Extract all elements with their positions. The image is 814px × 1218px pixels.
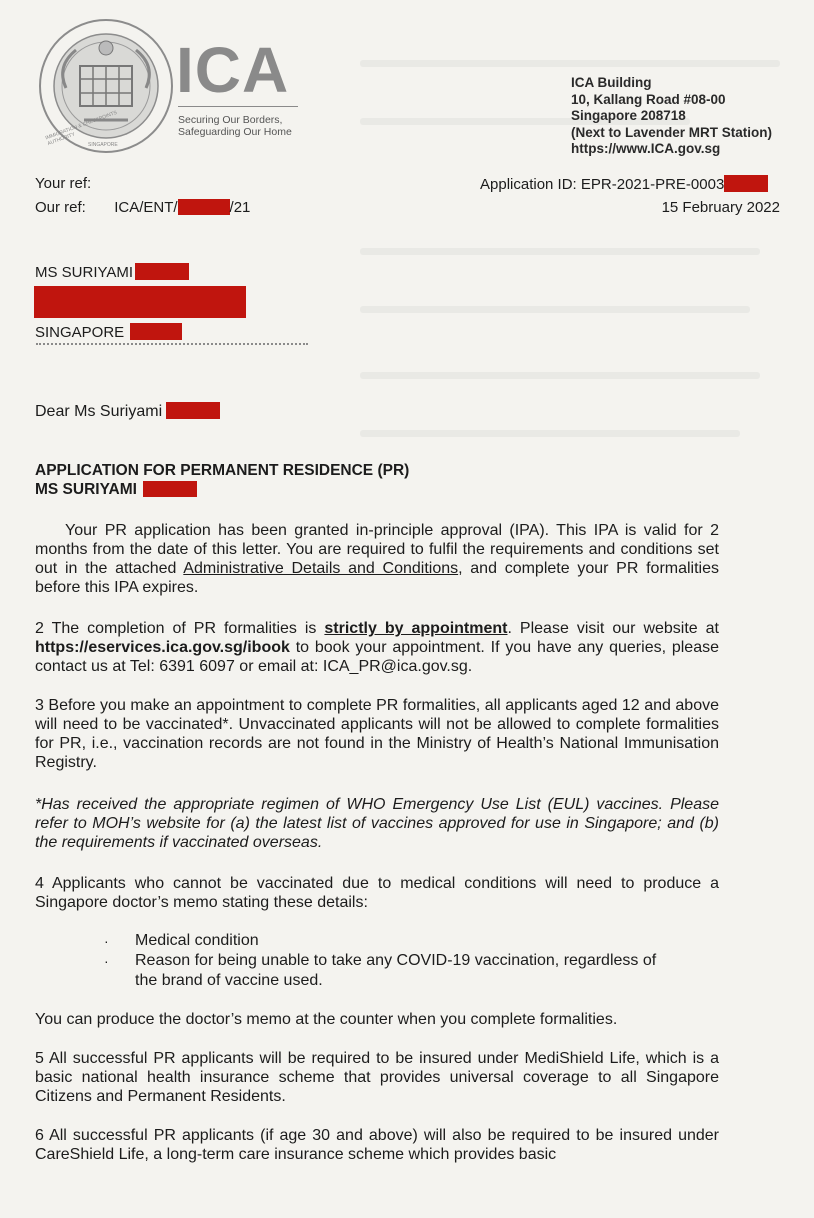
wordmark-rule [178, 106, 298, 107]
seal-country: SINGAPORE [88, 142, 118, 148]
agency-address [571, 75, 772, 158]
paragraph-6: 6 All successful PR applicants (if age 30 and above) will also be required to be insured under CareShield Life, a long-term care insurance scheme which provides basic [35, 1127, 719, 1163]
subject-line-1: APPLICATION FOR PERMANENT RESIDENCE (PR) [35, 462, 410, 479]
address-line: ICA Building [571, 75, 652, 90]
application-id [480, 175, 768, 193]
address-line: https://www.ICA.gov.sg [571, 141, 721, 156]
redaction [143, 481, 197, 497]
bullet-medical-condition: Medical condition [135, 932, 259, 949]
slogan-line-1: Securing Our Borders, [178, 114, 283, 126]
our-ref-prefix: ICA/ENT/ [114, 199, 178, 216]
salutation: Dear Ms Suriyami [35, 402, 220, 421]
address-line: 10, Kallang Road #08-00 [571, 91, 726, 107]
redaction [166, 402, 220, 419]
admin-conditions-link[interactable]: Administrative Details and Conditions [183, 560, 459, 577]
address-line: (Next to Lavender MRT Station) [571, 124, 773, 140]
our-ref [35, 199, 250, 216]
bullet-reason-line-2: the brand of vaccine used. [135, 972, 323, 989]
subject-line-2: MS SURIYAMI [35, 481, 197, 499]
redaction [130, 323, 182, 340]
paragraph-5: 5 All successful PR applicants will be required to be insured under MediShield Life, which is a basic national health insurance scheme that provides universal coverage to all Singapore Citizens and Permanent Residents. [35, 1050, 719, 1105]
your-ref-label: Your ref: [35, 175, 92, 192]
recipient-name: MS SURIYAMI [35, 263, 189, 281]
application-id-text: Application ID: EPR-2021-PRE-0003 [480, 176, 725, 193]
redaction [724, 175, 768, 192]
bullet-marker: · [104, 933, 109, 949]
redaction [135, 263, 189, 280]
paragraph-3: 3 Before you make an appointment to complete PR formalities, all applicants aged 12 and above will need to be vaccinated*. Unvaccinated applicants will not be allowed to complete formalities for PR, i.e., vaccination records are not found in the Ministry of Health’s National Immunisation Registry. [35, 697, 719, 771]
paragraph-4: 4 Applicants who cannot be vaccinated due to medical conditions will need to produce a Singapore doctor’s memo stating these details: [35, 875, 719, 911]
bullet-marker: · [104, 953, 109, 969]
doctor-memo-note: You can produce the doctor’s memo at the counter when you complete formalities. [35, 1011, 618, 1028]
address-line: Singapore 208718 [571, 108, 686, 123]
agency-wordmark: ICA [176, 34, 290, 106]
our-ref-suffix: /21 [229, 199, 251, 216]
appointment-emphasis: strictly by appointment [324, 620, 508, 637]
our-ref-label: Our ref: [35, 199, 86, 216]
paragraph-1: Your PR application has been granted in-principle approval (IPA). This IPA is valid for 2 months from the date of this letter. You are required to fulfil the requirements and conditions set out in the attached Administrative Details and Conditions, and complete your PR formalities before this IPA expires. [35, 522, 720, 596]
slogan-line-2: Safeguarding Our Home [178, 126, 292, 138]
redacted-address [34, 286, 246, 318]
bullet-reason-line-1: Reason for being unable to take any COVID-19 vaccination, regardless of [135, 952, 657, 969]
letter-date: 15 February 2022 [661, 199, 780, 216]
paragraph-2: 2 The completion of PR formalities is strictly by appointment. Please visit our website at https://eservices.ica.gov.sg/ibook to book your appointment. If you have any queries, please contact us at Tel: 6391 6097 or email at: ICA_PR@ica.gov.sg. [35, 620, 720, 675]
vaccine-footnote: *Has received the appropriate regimen of WHO Emergency Use List (EUL) vaccines. Please refer to MOH’s website for (a) the latest list of vaccines approved for use in Singapore; and (b) the requirements if vaccinated overseas. [35, 796, 719, 851]
recipient-country: SINGAPORE [35, 323, 182, 341]
seal-caption: IMMIGRATION & CHECKPOINTS AUTHORITY [44, 109, 118, 148]
address-dotted-rule [36, 343, 308, 345]
ibook-link[interactable]: https://eservices.ica.gov.sg/ibook [35, 639, 290, 656]
redaction [178, 199, 230, 215]
